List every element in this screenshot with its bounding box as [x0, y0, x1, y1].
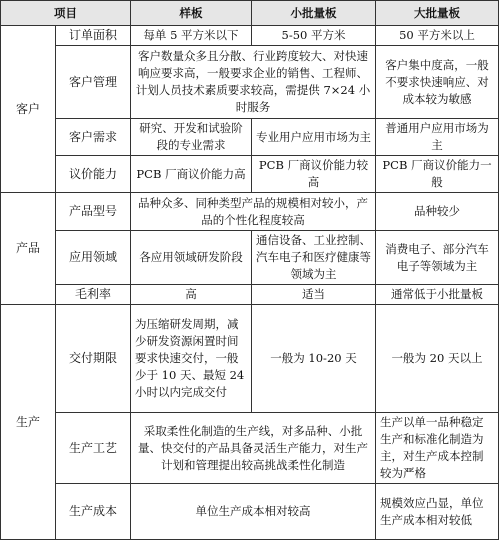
cell-large-batch: 通常低于小批量板: [376, 285, 499, 305]
row-label: 客户需求: [56, 119, 131, 156]
cell-sample-small-merged: 品种众多、同种类型产品的规模相对较小，产品的个性化程度较高: [131, 193, 376, 231]
group-production: 生产: [1, 305, 56, 540]
cell-small-batch: 通信设备、工业控制、汽车电子和医疗健康等领域为主: [252, 231, 376, 285]
cell-large-batch: 消费电子、部分汽车电子等领域为主: [376, 231, 499, 285]
table-row: [1, 46, 499, 119]
table-row: [1, 26, 499, 46]
row-label: 生产工艺: [56, 413, 131, 484]
cell-large-batch: 品种较少: [376, 193, 499, 231]
table-row: [1, 305, 499, 413]
row-label: 交付期限: [56, 305, 131, 413]
cell-large-batch: 50 平方米以上: [376, 26, 499, 46]
cell-small-batch: 专业用户应用市场为主: [252, 119, 376, 156]
cell-sample-small-merged: 采取柔性化制造的生产线，对多品种、小批量、快交付的产品具备灵活生产能力，对生产计划和管理提出较高挑战柔性化制造: [131, 413, 376, 484]
row-label: 毛利率: [56, 285, 131, 305]
table-row: [1, 285, 499, 305]
cell-large-batch: 普通用户应用市场为主: [376, 119, 499, 156]
row-label: 产品型号: [56, 193, 131, 231]
cell-sample: 为压缩研发周期，减少研发资源闲置时间要求快速交付，一般少于 10 天、最短 24 小时以内完成交付: [131, 305, 252, 413]
group-customer: 客户: [1, 26, 56, 193]
header-item: 项目: [1, 1, 131, 26]
table-row: [1, 156, 499, 193]
row-label: 应用领域: [56, 231, 131, 285]
row-label: 订单面积: [56, 26, 131, 46]
group-product: 产品: [1, 193, 56, 305]
cell-sample: 研究、开发和试验阶段的专业需求: [131, 119, 252, 156]
cell-small-batch: PCB 厂商议价能力较高: [252, 156, 376, 193]
row-label: 生产成本: [56, 484, 131, 540]
cell-large-batch: 客户集中度高，一般不要求快速响应、对成本较为敏感: [376, 46, 499, 119]
table-row: [1, 193, 499, 231]
cell-sample: 高: [131, 285, 252, 305]
header-sample: 样板: [131, 1, 252, 26]
cell-sample: 每单 5 平方米以下: [131, 26, 252, 46]
cell-sample: 各应用领域研发阶段: [131, 231, 252, 285]
cell-large-batch: 一般为 20 天以上: [376, 305, 499, 413]
cell-small-batch: 适当: [252, 285, 376, 305]
row-label: 议价能力: [56, 156, 131, 193]
table-row: [1, 413, 499, 484]
cell-sample: PCB 厂商议价能力高: [131, 156, 252, 193]
cell-small-batch: 一般为 10-20 天: [252, 305, 376, 413]
cell-large-batch: 生产以单一品种稳定生产和标准化制造为主，对生产成本控制较为严格: [376, 413, 499, 484]
header-large-batch: 大批量板: [376, 1, 499, 26]
cell-sample-small-merged: 客户数量众多且分散、行业跨度较大、对快速响应要求高，一般要求企业的销售、工程师、计划人员技术素质要求较高，需提供 7×24 小时服务: [131, 46, 376, 119]
table-row: [1, 231, 499, 285]
row-label: 客户管理: [56, 46, 131, 119]
table-row: [1, 484, 499, 540]
cell-small-batch: 5-50 平方米: [252, 26, 376, 46]
table-row: [1, 119, 499, 156]
header-row: [1, 1, 499, 26]
header-small-batch: 小批量板: [252, 1, 376, 26]
cell-large-batch: 规模效应凸显，单位生产成本相对较低: [376, 484, 499, 540]
cell-large-batch: PCB 厂商议价能力一般: [376, 156, 499, 193]
cell-sample-small-merged: 单位生产成本相对较高: [131, 484, 376, 540]
